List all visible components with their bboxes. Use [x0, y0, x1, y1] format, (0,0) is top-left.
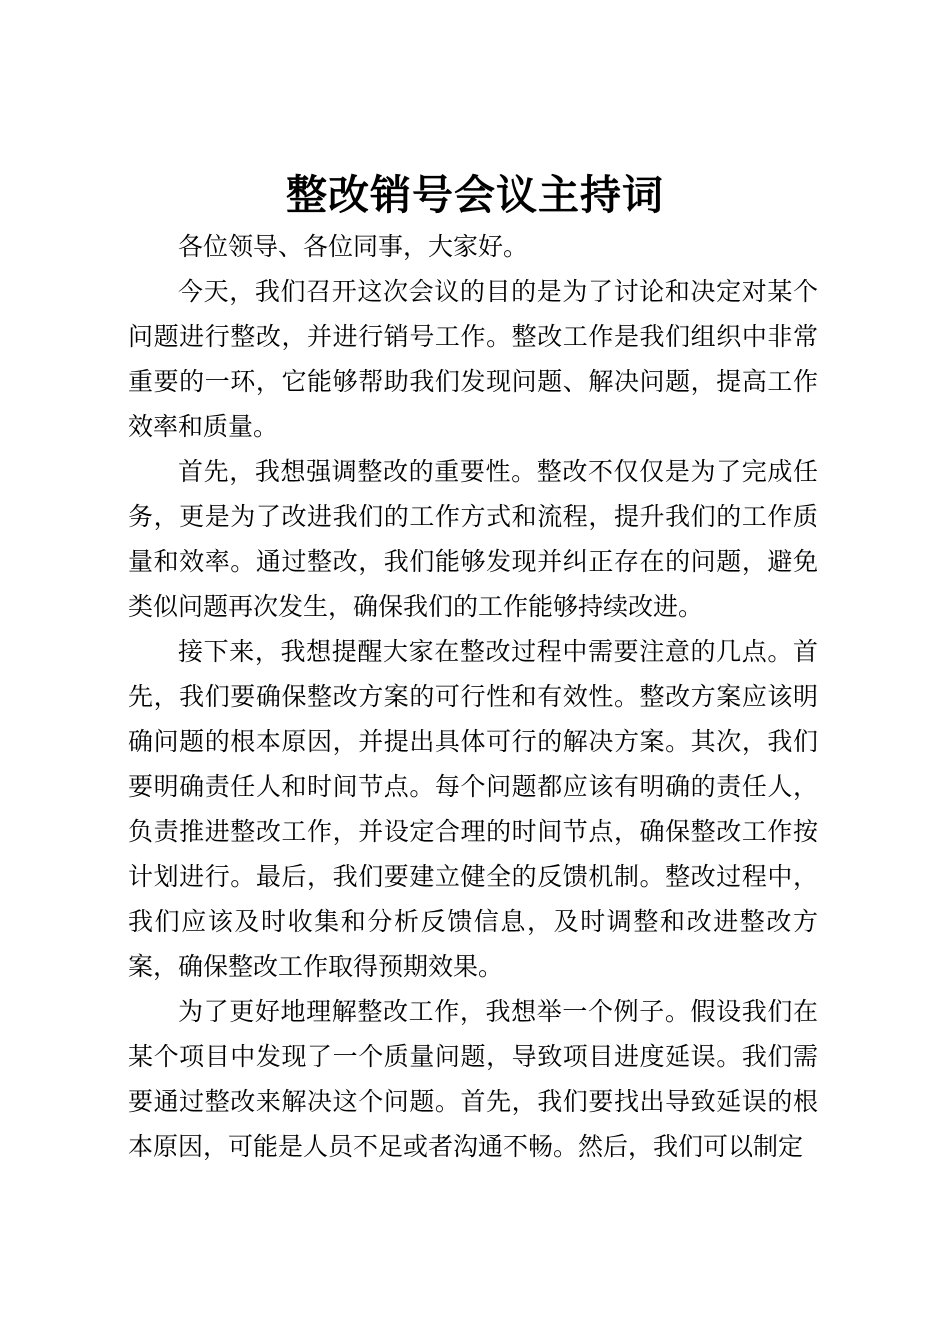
paragraph-importance: 首先，我想强调整改的重要性。整改不仅仅是为了完成任务，更是为了改进我们的工作方式和流程，提升我们的工作质量和效率。通过整改，我们能够发现并纠正存在的问题，避免类似问题再次发生，确保我们的工作能够持续改进。 [128, 457, 818, 621]
document-body [128, 224, 818, 1169]
paragraph-purpose: 今天，我们召开这次会议的目的是为了讨论和决定对某个问题进行整改，并进行销号工作。整改工作是我们组织中非常重要的一环，它能够帮助我们发现问题、解决问题，提高工作效率和质量。 [128, 277, 818, 441]
paragraph-greeting: 各位领导、各位同事，大家好。 [178, 232, 529, 261]
paragraph-example: 为了更好地理解整改工作，我想举一个例子。假设我们在某个项目中发现了一个质量问题，导致项目进度延误。我们需要通过整改来解决这个问题。首先，我们要找出导致延误的根本原因，可能是人员不足或者沟通不畅。然后，我们可以制定 [128, 997, 818, 1161]
paragraph-attention-points: 接下来，我想提醒大家在整改过程中需要注意的几点。首先，我们要确保整改方案的可行性和有效性。整改方案应该明确问题的根本原因，并提出具体可行的解决方案。其次，我们要明确责任人和时间节点。每个问题都应该有明确的责任人，负责推进整改工作，并设定合理的时间节点，确保整改工作按计划进行。最后，我们要建立健全的反馈机制。整改过程中，我们应该及时收集和分析反馈信息，及时调整和改进整改方案，确保整改工作取得预期效果。 [128, 637, 818, 981]
document-title: 整改销号会议主持词 [286, 171, 664, 219]
